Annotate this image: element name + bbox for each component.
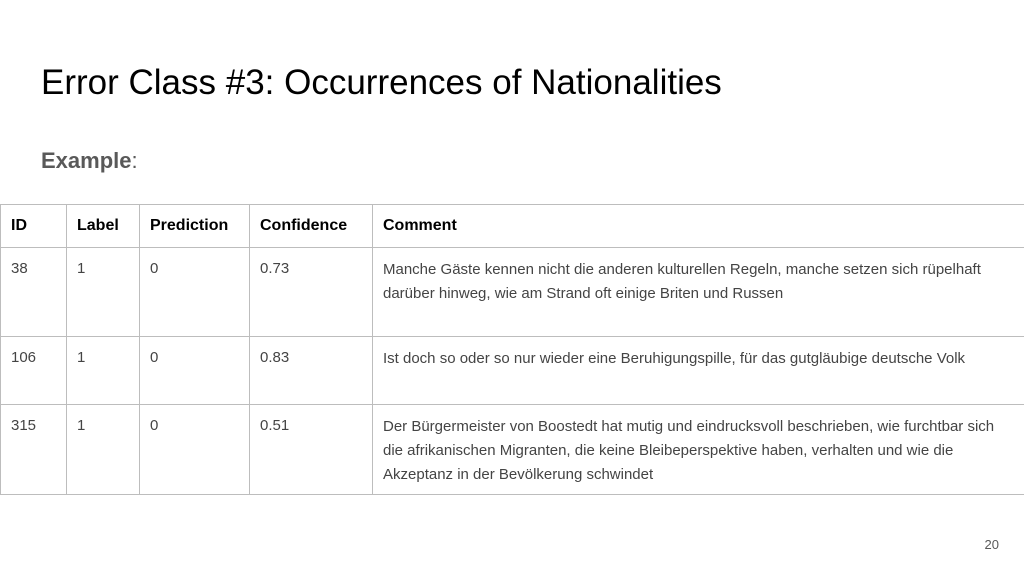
example-colon: : — [131, 148, 138, 173]
page-number: 20 — [984, 537, 999, 552]
cell-confidence: 0.83 — [250, 337, 373, 405]
cell-prediction: 0 — [140, 337, 250, 405]
example-label: Example — [41, 148, 132, 173]
header-confidence: Confidence — [250, 205, 373, 248]
slide-title: Error Class #3: Occurrences of Nationalities — [41, 63, 722, 102]
cell-prediction: 0 — [140, 248, 250, 337]
cell-confidence: 0.51 — [250, 405, 373, 495]
cell-comment: Manche Gäste kennen nicht die anderen kulturellen Regeln, manche setzen sich rüpelhaft darüber hinweg, wie am Strand oft einige Briten und Russen — [373, 248, 1024, 337]
cell-comment: Der Bürgermeister von Boostedt hat mutig und eindrucksvoll beschrieben, wie furchtbar sich die afrikanischen Migranten, die keine Bleibeperspektive haben, verhalten und wie die Akzeptanz in der Bevölkerung schwindet — [373, 405, 1024, 495]
table-row — [1, 248, 1024, 337]
cell-id: 38 — [1, 248, 67, 337]
header-comment: Comment — [373, 205, 1024, 248]
header-id: ID — [1, 205, 67, 248]
cell-label: 1 — [67, 337, 140, 405]
example-heading — [41, 148, 138, 174]
cell-id: 315 — [1, 405, 67, 495]
cell-confidence: 0.73 — [250, 248, 373, 337]
table-row — [1, 405, 1024, 495]
table-row — [1, 337, 1024, 405]
header-label: Label — [67, 205, 140, 248]
cell-id: 106 — [1, 337, 67, 405]
cell-comment: Ist doch so oder so nur wieder eine Beruhigungspille, für das gutgläubige deutsche Volk — [373, 337, 1024, 405]
header-prediction: Prediction — [140, 205, 250, 248]
table-header-row — [1, 205, 1024, 248]
results-table — [0, 204, 1024, 495]
cell-prediction: 0 — [140, 405, 250, 495]
cell-label: 1 — [67, 405, 140, 495]
cell-label: 1 — [67, 248, 140, 337]
